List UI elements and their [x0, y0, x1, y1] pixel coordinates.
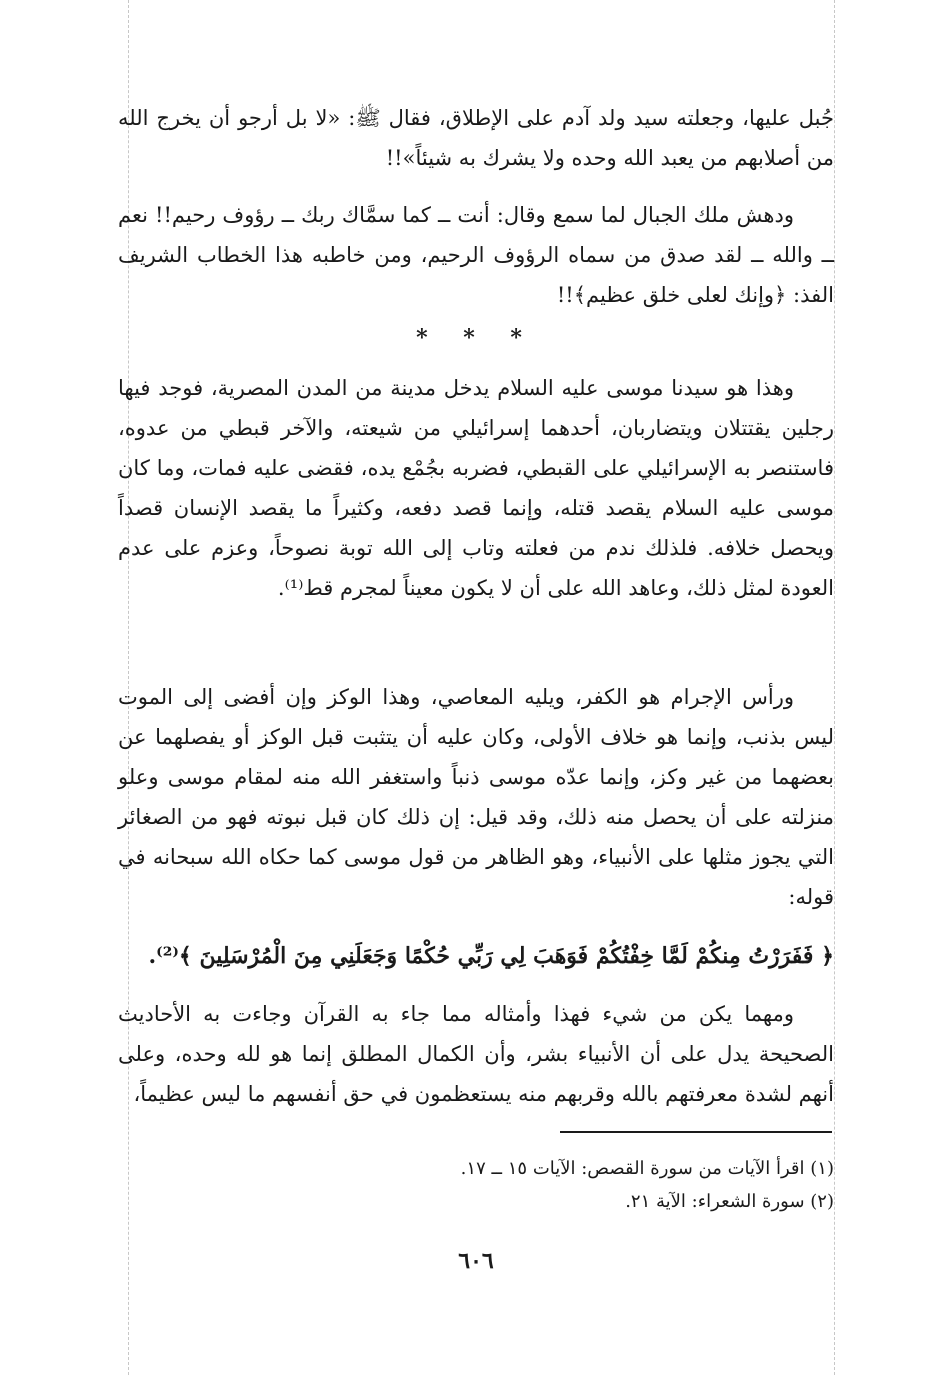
paragraph-4-text: ورأس الإجرام هو الكفر، ويليه المعاصي، وهذا الوكز وإن أفضى إلى الموت ليس بذنب، وإنما هو خلاف الأولى، وكان عليه أن يتثبت قبل الوكز أو يفصلهما عن بعضهما من غير وكز، وإنما عدّه موسى ذنباً واستغفر الله منه لمقام موسى وعلو منزلته على أن يحصل منه ذلك، وقد قيل: إن ذلك كان قبل نبوته فهو من الصغائر التي يجوز مثلها على الأنبياء، وهو الظاهر من قول موسى كما حكاه الله سبحانه في قوله:	[118, 685, 834, 909]
paragraph-2	[118, 195, 834, 315]
paragraph-3-text: وهذا هو سيدنا موسى عليه السلام يدخل مدينة من المدن المصرية، فوجد فيها رجلين يقتتلان ويتضاربان، أحدهما إسرائيلي من شيعته، والآخر قبطي من عدوه، فاستنصر به الإسرائيلي على القبطي، فضربه بجُمْع يده، فقضى عليه فمات، وما كان موسى عليه السلام يقصد قتله، وإنما قصد دفعه، وكثيراً ما يقصد الإنسان قصداً ويحصل خلافه. فلذلك ندم من فعلته وتاب إلى الله توبة نصوحاً، وعزم على عدم العودة لمثل ذلك، وعاهد الله على أن لا يكون معيناً لمجرم قط⁽¹⁾.	[118, 376, 834, 600]
paragraph-1	[118, 98, 834, 178]
paragraph-4	[118, 677, 834, 917]
footnote-1: (١) اقرأ الآيات من سورة القصص: الآيات ١٥ ــ ١٧.	[460, 1158, 834, 1179]
paragraph-3	[118, 368, 834, 608]
paragraph-5-text: ومهما يكن من شيء فهذا وأمثاله مما جاء به القرآن وجاءت به الأحاديث الصحيحة يدل على أن الأنبياء بشر، وأن الكمال المطلق إنما هو لله وحده، وعلى أنهم لشدة معرفتهم بالله وقربهم منه يستعظمون في حق أنفسهم ما ليس عظيماً،	[118, 1002, 834, 1106]
quran-verse: ﴿ فَفَرَرْتُ مِنكُمْ لَمَّا خِفْتُكُمْ فَوَهَبَ لِي رَبِّي حُكْمًا وَجَعَلَنِي مِنَ الْمُرْسَلِينَ ﴾⁽²⁾.	[148, 943, 834, 969]
paragraph-5	[118, 994, 834, 1114]
scan-guide-line-right	[834, 0, 835, 1375]
paragraph-2-text: ودهش ملك الجبال لما سمع وقال: أنت ــ كما سمَّاك ربك ــ رؤوف رحيم!! نعم ــ والله ــ لقد صدق من سماه الرؤوف الرحيم، ومن خاطبه هذا الخطاب الشريف الفذ: ﴿وإنك لعلى خلق عظيم﴾!!	[118, 203, 834, 307]
section-separator: * * *	[416, 325, 536, 351]
paragraph-1-text: جُبل عليها، وجعلته سيد ولد آدم على الإطلاق، فقال ﷺ: «لا بل أرجو أن يخرج الله من أصلابهم من يعبد الله وحده ولا يشرك به شيئاً»!!	[118, 106, 834, 170]
footnote-2: (٢) سورة الشعراء: الآية ٢١.	[625, 1191, 834, 1212]
footnote-divider	[560, 1131, 832, 1133]
page-number: ٦٠٦	[458, 1248, 494, 1274]
footnotes	[118, 1152, 834, 1218]
